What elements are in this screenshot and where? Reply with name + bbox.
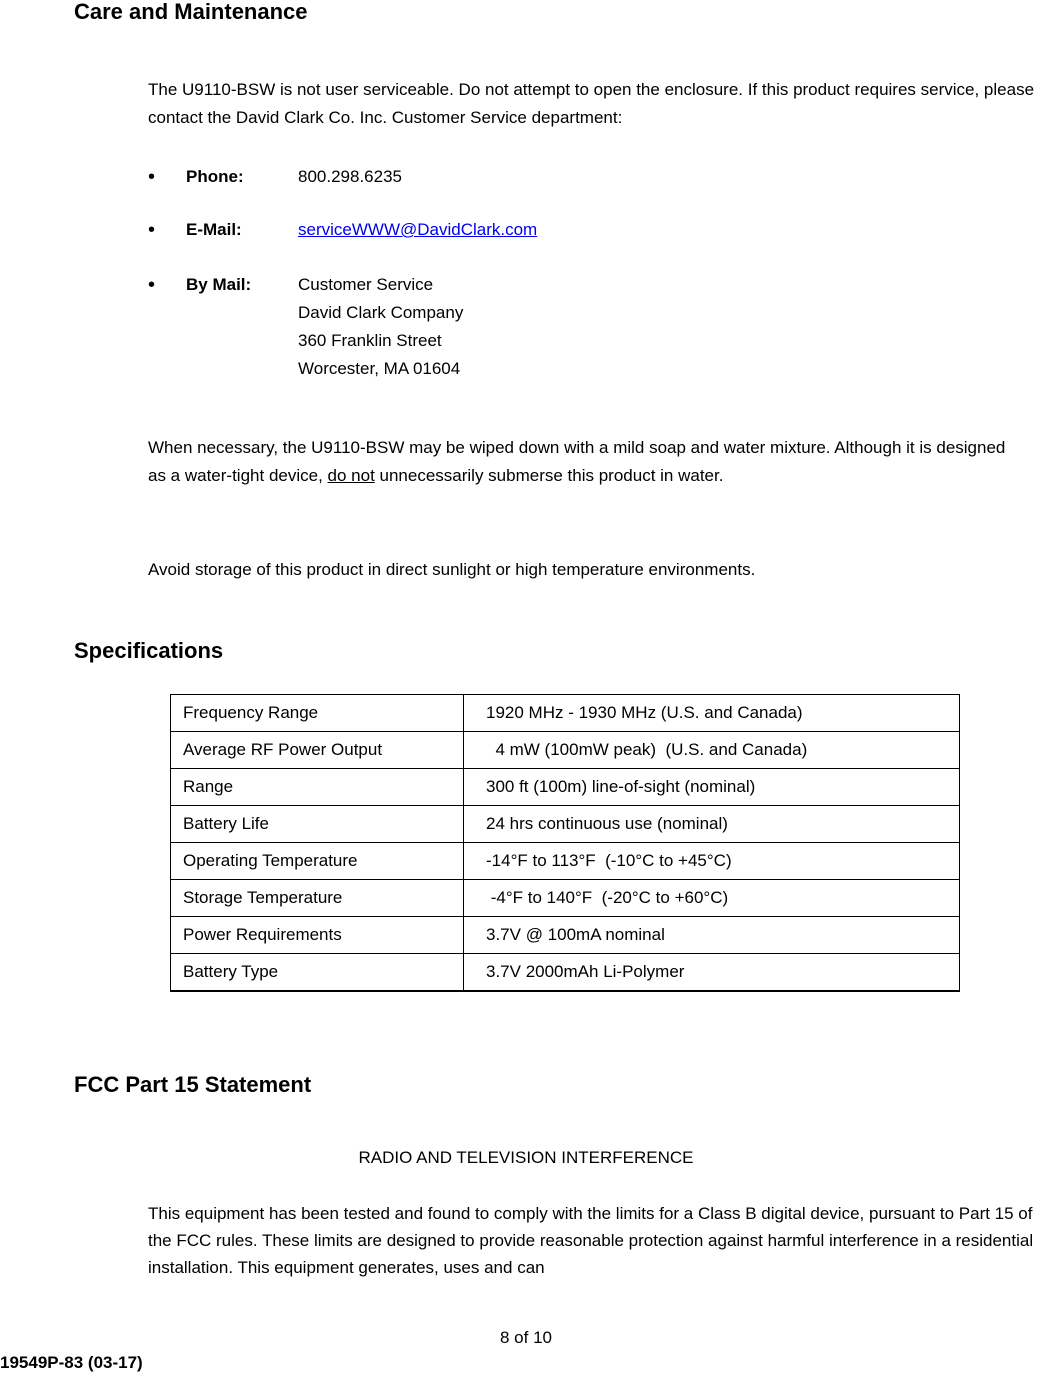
spec-value: 24 hrs continuous use (nominal) — [464, 806, 960, 843]
spec-value: 4 mW (100mW peak) (U.S. and Canada) — [464, 732, 960, 769]
specifications-table — [170, 694, 960, 992]
care-intro-paragraph: The U9110-BSW is not user serviceable. Do not attempt to open the enclosure. If this product requires service, please contact the David Clark Co. Inc. Customer Service department: — [148, 80, 1035, 127]
email-link[interactable]: serviceWWW@DavidClark.com — [298, 220, 538, 239]
spec-value: 300 ft (100m) line-of-sight (nominal) — [464, 769, 960, 806]
mail-address — [298, 271, 463, 383]
cleaning-emphasis: do not — [327, 466, 375, 485]
spec-label: Frequency Range — [171, 695, 464, 732]
fcc-paragraph: This equipment has been tested and found to comply with the limits for a Class B digital device, pursuant to Part 15 of the FCC rules. These limits are designed to provide reasonable protection against harmful interference in a residential installation. This equipment generates, uses and can — [148, 1204, 1034, 1277]
address-line: Customer Service — [298, 275, 434, 294]
cleaning-paragraph — [148, 434, 1028, 490]
spec-label: Operating Temperature — [171, 843, 464, 880]
cleaning-text: When necessary, the U9110-BSW may be wiped down with a mild soap and water mixture. Although it is designed as a water-tight device, — [148, 438, 1006, 485]
storage-paragraph: Avoid storage of this product in direct sunlight or high temperature environments. — [148, 560, 756, 579]
spec-value: 3.7V @ 100mA nominal — [464, 917, 960, 954]
phone-value: 800.298.6235 — [298, 167, 402, 186]
email-label: E-Mail: — [186, 220, 242, 239]
mail-label: By Mail: — [186, 275, 252, 294]
spec-label: Average RF Power Output — [171, 732, 464, 769]
fcc-subtitle: RADIO AND TELEVISION INTERFERENCE — [358, 1148, 694, 1167]
table-row — [171, 954, 960, 991]
bullet-icon: • — [148, 274, 156, 296]
table-row — [171, 769, 960, 806]
spec-value: 3.7V 2000mAh Li-Polymer — [464, 954, 960, 991]
fcc-heading: FCC Part 15 Statement — [74, 1072, 312, 1097]
page-number: 8 of 10 — [500, 1328, 552, 1347]
spec-label: Power Requirements — [171, 917, 464, 954]
bullet-icon: • — [148, 219, 156, 241]
table-row — [171, 806, 960, 843]
table-row — [171, 732, 960, 769]
address-line: Worcester, MA 01604 — [298, 359, 461, 378]
table-row — [171, 917, 960, 954]
address-line: David Clark Company — [298, 303, 464, 322]
spec-label: Storage Temperature — [171, 880, 464, 917]
address-line: 360 Franklin Street — [298, 331, 442, 350]
phone-label: Phone: — [186, 167, 244, 186]
cleaning-text: unnecessarily submerse this product in water. — [374, 466, 724, 485]
bullet-icon: • — [148, 166, 156, 188]
spec-value: -4°F to 140°F (-20°C to +60°C) — [464, 880, 960, 917]
table-row — [171, 880, 960, 917]
spec-label: Battery Life — [171, 806, 464, 843]
spec-label: Range — [171, 769, 464, 806]
care-heading: Care and Maintenance — [74, 0, 308, 24]
specifications-heading: Specifications — [74, 638, 224, 663]
table-row — [171, 695, 960, 732]
spec-value: -14°F to 113°F (-10°C to +45°C) — [464, 843, 960, 880]
spec-label: Battery Type — [171, 954, 464, 991]
document-number: 19549P-83 (03-17) — [0, 1353, 143, 1372]
spec-value: 1920 MHz - 1930 MHz (U.S. and Canada) — [464, 695, 960, 732]
table-row — [171, 843, 960, 880]
